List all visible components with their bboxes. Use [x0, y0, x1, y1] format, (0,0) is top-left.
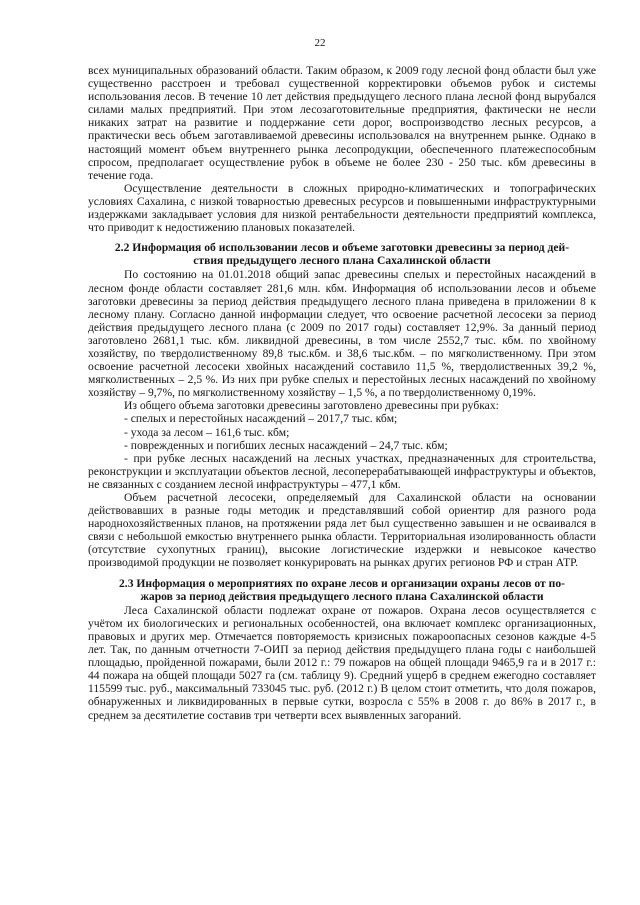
paragraph-allowable-cut: Объем расчетной лесосеки, определяемый для Сахалинской области на основании действовавших в разные годы методик и представлявший собой ориентир для разного рода народнохозяйственных планов, на протяжении ряда лет был существенно завышен и не осваивался в связи с небольшой емкостью внутреннего рынка области. Территориальная изолированность области (отсутствие сухопутных границ), высокие логистические издержки и невысокое качество производимой продукции не позволяет конкурировать на рынках других регионов РФ и стран АТР.: [88, 491, 596, 570]
list-item-long: - при рубке лесных насаждений на лесных участках, предназначенных для строительства, реконструкции и эксплуатации объектов лесной, лесоперерабатывающей инфраструктуры и объектов, не связанных с созданием лесной инфраструктуры – 477,1 кбм.: [88, 451, 596, 491]
section-heading-2-3-line2: жаров за период действия предыдущего лесного плана Сахалинской области: [140, 589, 544, 603]
list-item: - ухода за лесом – 161,6 тыс. кбм;: [124, 425, 290, 439]
section-heading-2-3: [88, 577, 596, 603]
paragraph-harvest-intro: Из общего объема заготовки древесины заготовлено древесины при рубках:: [124, 399, 499, 413]
section-heading-2-2: [88, 241, 596, 267]
list-item: - спелых и перестойных насаждений – 2017,7 тыс. кбм;: [124, 412, 398, 426]
section-heading-2-2-line1: 2.2 Информация об использовании лесов и объеме заготовки древесины за период дей-: [114, 241, 570, 255]
section-heading-2-3-line1: 2.3 Информация о мероприятиях по охране лесов и организации охраны лесов от по-: [119, 576, 565, 590]
paragraph-intro-continued: всех муниципальных образований области. Таким образом, к 2009 году лесной фонд области был уже существенно расстроен и требовал существенной корректировки объемов рубок и системы использования лесов. В течение 10 лет действия предыдущего лесного плана лесной фонд вырубался силами малых предприятий. При этом лесозаготовительные предприятия, фактически не несли никаких затрат на развитие и поддержание сети дорог, воспроизводство лесных ресурсов, а практически весь объем заготавливаемой древесины использовался на внутреннем рынке. Однако в настоящий момент объем внутреннего рынка лесопродукции, обеспеченного платежеспособным спросом, предполагает осуществление рубок в объеме не более 230 - 250 тыс. кбм древесины в течение года.: [88, 64, 596, 182]
paragraph-timber-stock: По состоянию на 01.01.2018 общий запас древесины спелых и перестойных насаждений в лесном фонде области составляет 281,6 млн. кбм. Информация об использовании лесов и объеме заготовки древесины за период действия предыдущего лесного плана приведена в приложении 8 к лесному плану. Согласно данной информации следует, что освоение расчетной лесосеки за период действия предыдущего лесного плана (с 2009 по 2017 годы) составляет 12,9%. За данный период заготовлено 2681,1 тыс. кбм. ликвидной древесины, в том числе 2552,7 тыс. кбм. по хвойному хозяйству, по твердолиственному 89,8 тыс.кбм. и 38,6 тыс.кбм. – по мягколиственному. При этом освоение расчетной лесосеки хвойных насаждений составило 11,5 %, твердолиственных 39,2 %, мягколиственных – 2,5 %. Из них при рубке спелых и перестойных лесных насаждений по хвойному хозяйству – 9,7%, по мягколиственному хозяйству – 1,5 %, а по твердолиственному 0,19%.: [88, 268, 596, 400]
section-heading-2-2-line2: ствия предыдущего лесного плана Сахалинской области: [193, 254, 491, 268]
page-number: 22: [314, 37, 326, 49]
paragraph-conditions: Осуществление деятельности в сложных природно-климатических и топографических условиях Сахалина, с низкой товарностью древесных ресурсов и повышенными инфраструктурными издержками закладывает условия для низкой рентабельности деятельности предприятий комплекса, что приводит к недостижению плановых показателей.: [88, 181, 596, 235]
paragraph-fire-protection: Леса Сахалинской области подлежат охране от пожаров. Охрана лесов осуществляется с учётом их биологических и региональных особенностей, она включает комплекс организационных, правовых и других мер. Отмечается повторяемость кризисных пожароопасных сезонов каждые 4-5 лет. Так, по данным отчетности 7-ОИП за период действия предыдущего плана годы с наибольшей площадью, пройденной пожарами, были 2012 г.: 79 пожаров на общей площади 9465,9 га и в 2017 г.: 44 пожара на общей площади 5027 га (см. таблицу 9). Средний ущерб в среднем ежегодно составляет 115599 тыс. руб., максимальный 733045 тыс. руб. (2012 г.) В целом стоит отметить, что доля пожаров, обнаруженных и ликвидированных в первые сутки, возросла с 55% в 2008 г. до 86% в 2017 г., в среднем за десятилетие составив три четверти всех выявленных загораний.: [88, 603, 596, 722]
document-body: [88, 64, 596, 722]
list-item: - поврежденных и погибших лесных насаждений – 24,7 тыс. кбм;: [124, 438, 448, 452]
